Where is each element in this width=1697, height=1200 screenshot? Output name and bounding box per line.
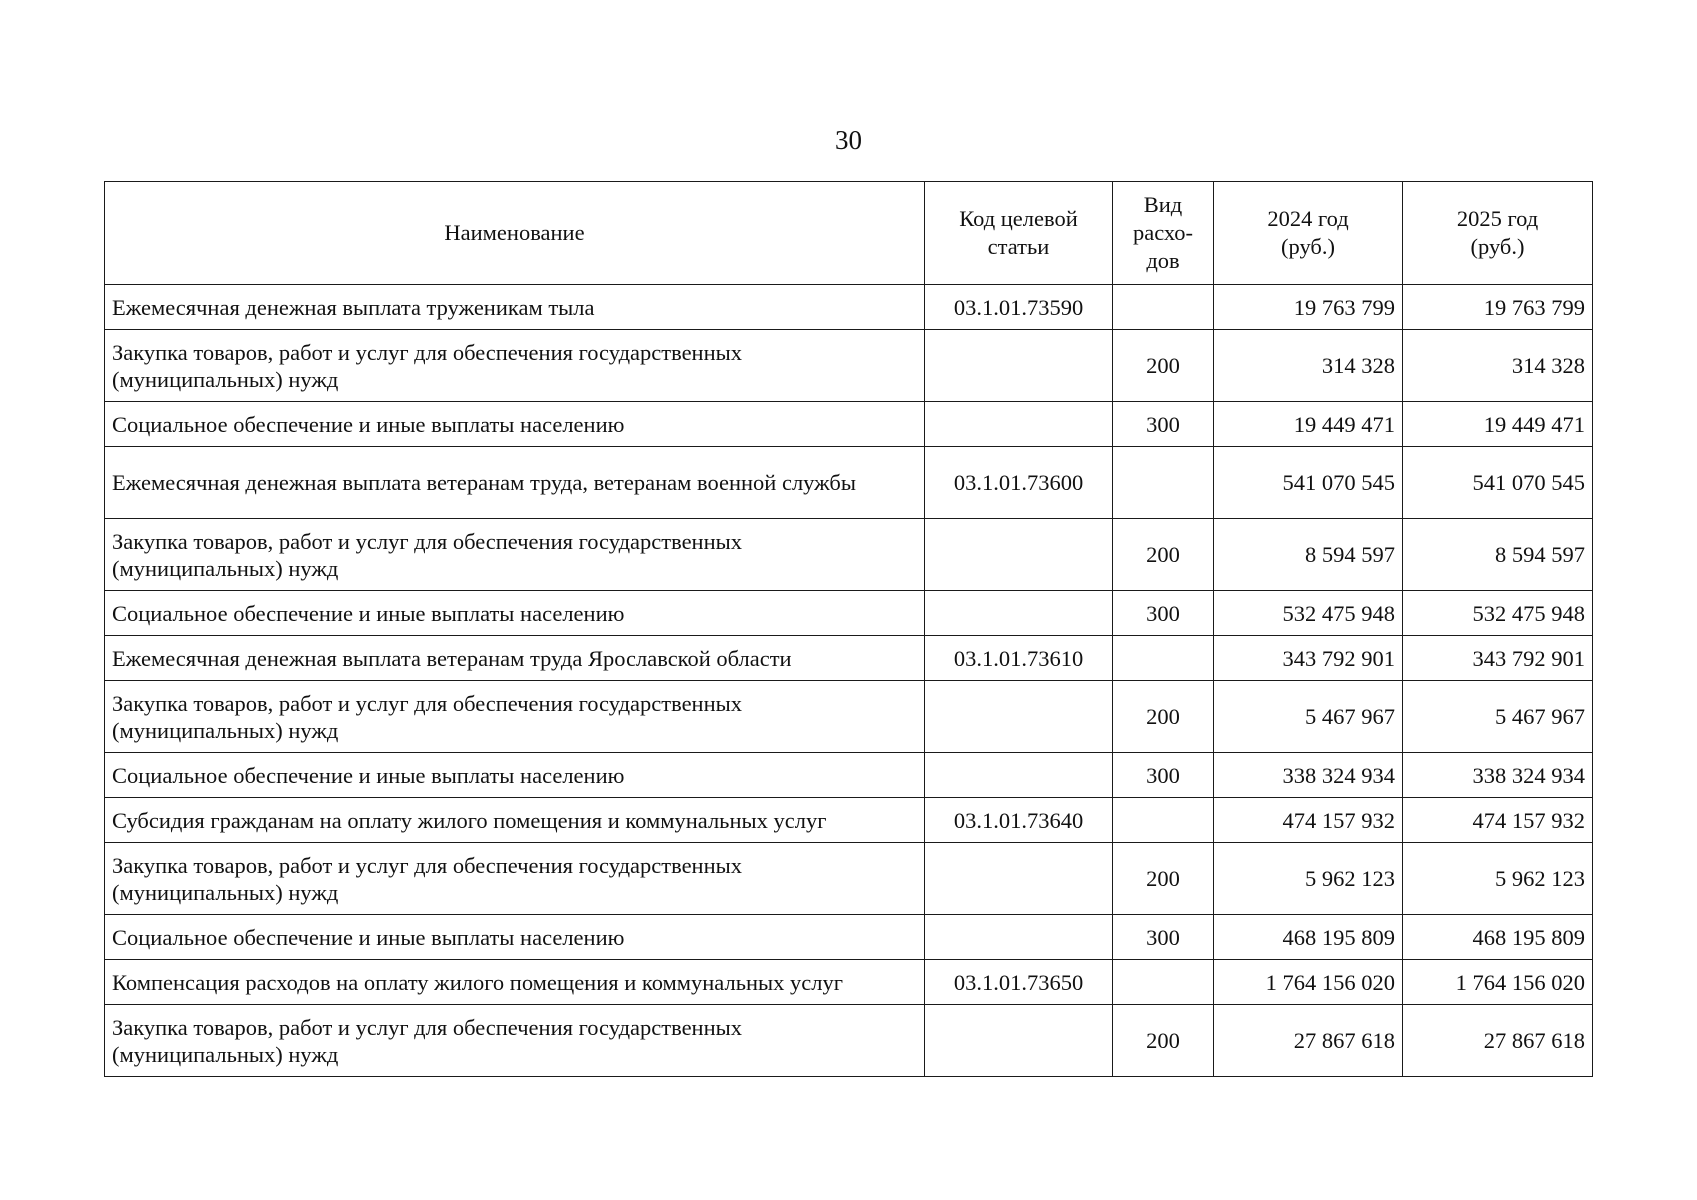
cell-2024: 19 763 799 [1214,285,1403,330]
cell-2025: 468 195 809 [1403,915,1593,960]
cell-code [925,681,1113,753]
cell-kind [1113,960,1214,1005]
cell-kind: 200 [1113,681,1214,753]
cell-name: Закупка товаров, работ и услуг для обеспечения государственных (муниципальных) нужд [105,843,925,915]
cell-kind [1113,798,1214,843]
cell-2024: 314 328 [1214,330,1403,402]
cell-code [925,843,1113,915]
cell-code: 03.1.01.73640 [925,798,1113,843]
table-row [105,1005,1593,1077]
table-row [105,915,1593,960]
cell-kind [1113,285,1214,330]
cell-code [925,402,1113,447]
table-row [105,843,1593,915]
cell-kind: 300 [1113,915,1214,960]
cell-2025: 19 449 471 [1403,402,1593,447]
cell-2024: 343 792 901 [1214,636,1403,681]
cell-2025: 314 328 [1403,330,1593,402]
cell-2024: 8 594 597 [1214,519,1403,591]
header-2025: 2025 год (руб.) [1403,182,1593,285]
header-name: Наименование [105,182,925,285]
table-row [105,681,1593,753]
cell-code [925,330,1113,402]
table-row [105,519,1593,591]
cell-2024: 5 962 123 [1214,843,1403,915]
cell-code [925,915,1113,960]
cell-name: Социальное обеспечение и иные выплаты населению [105,591,925,636]
cell-kind: 200 [1113,843,1214,915]
table-row [105,591,1593,636]
cell-kind [1113,447,1214,519]
cell-2025: 338 324 934 [1403,753,1593,798]
cell-2024: 27 867 618 [1214,1005,1403,1077]
cell-2024: 474 157 932 [1214,798,1403,843]
cell-2025: 19 763 799 [1403,285,1593,330]
cell-code [925,519,1113,591]
table-row [105,798,1593,843]
table-row [105,636,1593,681]
cell-code: 03.1.01.73590 [925,285,1113,330]
table-row [105,753,1593,798]
table-row [105,447,1593,519]
cell-code [925,1005,1113,1077]
cell-2024: 19 449 471 [1214,402,1403,447]
cell-code: 03.1.01.73600 [925,447,1113,519]
cell-kind [1113,636,1214,681]
cell-2025: 1 764 156 020 [1403,960,1593,1005]
cell-2025: 27 867 618 [1403,1005,1593,1077]
cell-kind: 200 [1113,1005,1214,1077]
cell-name: Социальное обеспечение и иные выплаты населению [105,402,925,447]
cell-name: Компенсация расходов на оплату жилого помещения и коммунальных услуг [105,960,925,1005]
cell-name: Закупка товаров, работ и услуг для обеспечения государственных (муниципальных) нужд [105,519,925,591]
cell-name: Закупка товаров, работ и услуг для обеспечения государственных (муниципальных) нужд [105,681,925,753]
table-row [105,330,1593,402]
cell-2025: 8 594 597 [1403,519,1593,591]
header-code: Код целевой статьи [925,182,1113,285]
cell-name: Социальное обеспечение и иные выплаты населению [105,915,925,960]
cell-2024: 1 764 156 020 [1214,960,1403,1005]
cell-code [925,591,1113,636]
cell-name: Закупка товаров, работ и услуг для обеспечения государственных (муниципальных) нужд [105,330,925,402]
table-row [105,402,1593,447]
cell-2025: 5 467 967 [1403,681,1593,753]
cell-2024: 5 467 967 [1214,681,1403,753]
cell-2025: 343 792 901 [1403,636,1593,681]
header-kind: Вид расхо- дов [1113,182,1214,285]
cell-kind: 300 [1113,591,1214,636]
cell-2025: 474 157 932 [1403,798,1593,843]
cell-code: 03.1.01.73650 [925,960,1113,1005]
cell-code [925,753,1113,798]
cell-2024: 338 324 934 [1214,753,1403,798]
page-number: 30 [835,125,862,155]
table-row [105,960,1593,1005]
cell-name: Ежемесячная денежная выплата труженикам тыла [105,285,925,330]
cell-name: Социальное обеспечение и иные выплаты населению [105,753,925,798]
cell-code: 03.1.01.73610 [925,636,1113,681]
cell-2024: 468 195 809 [1214,915,1403,960]
cell-2024: 541 070 545 [1214,447,1403,519]
cell-name: Ежемесячная денежная выплата ветеранам труда, ветеранам военной службы [105,447,925,519]
cell-2025: 5 962 123 [1403,843,1593,915]
budget-table [104,181,1593,1077]
cell-kind: 300 [1113,402,1214,447]
cell-2025: 541 070 545 [1403,447,1593,519]
table-header-row [105,182,1593,285]
cell-name: Субсидия гражданам на оплату жилого помещения и коммунальных услуг [105,798,925,843]
table-row [105,285,1593,330]
cell-2025: 532 475 948 [1403,591,1593,636]
cell-2024: 532 475 948 [1214,591,1403,636]
cell-name: Ежемесячная денежная выплата ветеранам труда Ярославской области [105,636,925,681]
cell-kind: 300 [1113,753,1214,798]
cell-kind: 200 [1113,519,1214,591]
header-2024: 2024 год (руб.) [1214,182,1403,285]
cell-kind: 200 [1113,330,1214,402]
cell-name: Закупка товаров, работ и услуг для обеспечения государственных (муниципальных) нужд [105,1005,925,1077]
